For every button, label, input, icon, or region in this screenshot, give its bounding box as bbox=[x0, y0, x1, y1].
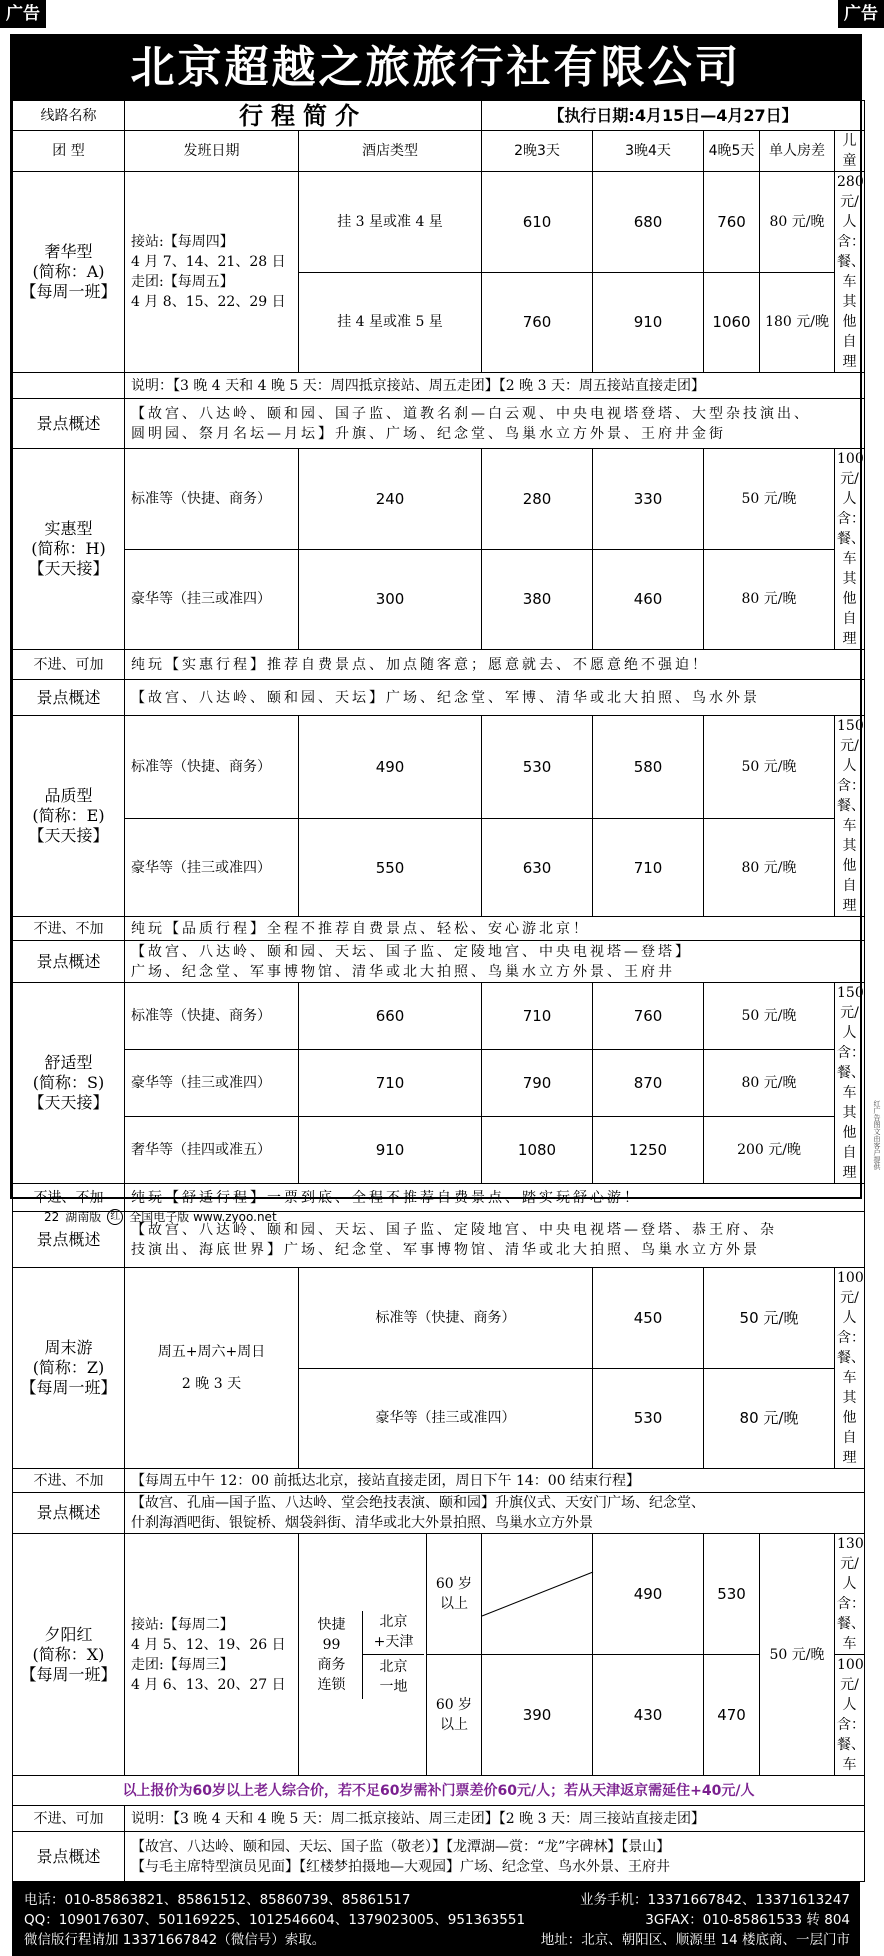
route-line: +天津 bbox=[373, 1634, 414, 1651]
date-line: 4 月 6、13、20、27 日 bbox=[131, 1676, 286, 1693]
group-frequency: 【每周一班】 bbox=[20, 1378, 117, 1397]
price-3n4d: 630 bbox=[482, 819, 593, 917]
senior-price-notice: 以上报价为60岁以上老人综合价，若不足60岁需补门票差价60元/人；若从天津返京需延住+40元/人 bbox=[13, 1776, 865, 1806]
route-name-label: 线路名称 bbox=[13, 101, 125, 131]
price-4n5d: 760 bbox=[704, 172, 760, 273]
hotel-line: 99 bbox=[322, 1636, 341, 1653]
site-link[interactable]: 全国电子版 www.zyoo.net bbox=[129, 1210, 277, 1224]
sunset-policy: 说明：【3 晚 4 天和 4 晚 5 天：周二抵京接站、周三走团】【2 晚 3 天：周三接站直接走团】 bbox=[125, 1806, 865, 1832]
hotel-type: 豪华等（挂三或准四） bbox=[125, 819, 299, 917]
sights-label: 景点概述 bbox=[13, 1493, 125, 1534]
col-single: 单人房差 bbox=[760, 131, 835, 172]
hotel-type bbox=[301, 1611, 363, 1699]
comfort-policy: 纯玩【舒适行程】一票到底、全程不推荐自费景点、踏实玩舒心游！ bbox=[125, 1184, 865, 1212]
price-2n3d: 490 bbox=[299, 716, 482, 819]
single-supplement: 200 元/晚 bbox=[704, 1117, 835, 1184]
single-supplement: 80 元/晚 bbox=[704, 819, 835, 917]
route-line: 一地 bbox=[379, 1678, 408, 1695]
price-4n5d: 530 bbox=[704, 1534, 760, 1655]
child-price-a bbox=[835, 1534, 865, 1655]
child-line: 含：餐、车 bbox=[837, 1596, 866, 1652]
child-line: 其他自理 bbox=[842, 1105, 857, 1181]
single-supplement: 80 元/晚 bbox=[704, 549, 835, 650]
col-3n4d: 3晚4天 bbox=[593, 131, 704, 172]
contact-row bbox=[24, 1930, 850, 1950]
hotel-line: 快捷 bbox=[317, 1616, 346, 1633]
price-4n5d: 1250 bbox=[593, 1117, 704, 1184]
side-note: 红广告图文由客户提供 bbox=[873, 1100, 881, 1170]
contact-info bbox=[12, 1882, 860, 1956]
child-price bbox=[835, 449, 865, 650]
price-3n4d: 680 bbox=[593, 172, 704, 273]
group-code: (简称：Z) bbox=[32, 1358, 105, 1377]
group-comfort bbox=[13, 983, 125, 1184]
value-sights: 【故宫、八达岭、颐和园、天坛】广场、纪念堂、军博、清华或北大拍照、鸟水外景 bbox=[125, 680, 865, 716]
sunset-sights bbox=[125, 1832, 865, 1882]
group-frequency: 【天天接】 bbox=[28, 1093, 109, 1112]
weekend-schedule bbox=[125, 1268, 299, 1469]
weekend-days: 周五+周六+周日 bbox=[157, 1344, 266, 1360]
weekend-price: 450 bbox=[593, 1268, 704, 1369]
age-a bbox=[427, 1534, 482, 1655]
mobile-numbers: 业务手机：13371667842、13371613247 bbox=[580, 1892, 850, 1908]
luxury-dates bbox=[125, 172, 299, 373]
hotel-line: 商务 bbox=[317, 1656, 346, 1673]
price-3n4d: 490 bbox=[593, 1534, 704, 1655]
price-4n5d: 760 bbox=[593, 983, 704, 1050]
col-2n3d: 2晚3天 bbox=[482, 131, 593, 172]
price-4n5d: 710 bbox=[593, 819, 704, 917]
route-line: 北京 bbox=[379, 1614, 408, 1631]
price-3n4d: 1080 bbox=[482, 1117, 593, 1184]
single-supplement: 50 元/晚 bbox=[704, 449, 835, 550]
sights-line: 广场、纪念堂、军事博物馆、清华或北大拍照、鸟巢水立方外景、王府井 bbox=[131, 963, 675, 980]
price-4n5d: 1060 bbox=[704, 272, 760, 373]
child-price-b bbox=[835, 1655, 865, 1776]
luxury-sights bbox=[125, 399, 865, 449]
empty-cell bbox=[13, 373, 125, 399]
hotel-type: 奢华等（挂四或准五） bbox=[125, 1117, 299, 1184]
hotel-type: 标准等（快捷、商务） bbox=[125, 716, 299, 819]
group-quality bbox=[13, 716, 125, 917]
price-3n4d: 530 bbox=[482, 716, 593, 819]
child-line: 100 元/人 bbox=[837, 451, 864, 507]
date-line: 接站:【每周四】 bbox=[131, 234, 234, 250]
sights-line: 【故宫、孔庙—国子监、八达岭、堂会绝技表演、颐和园】升旗仪式、天安门广场、纪念堂、 bbox=[131, 1495, 705, 1511]
wechat-info: 微信版行程请加 13371667842（微信号）索取。 bbox=[24, 1932, 326, 1948]
hotel-type: 豪华等（挂三或准四） bbox=[125, 549, 299, 650]
child-line: 含：餐、车 bbox=[837, 511, 866, 567]
summary-heading: 行程简介 bbox=[125, 101, 482, 131]
sights-label: 景点概述 bbox=[13, 941, 125, 983]
single-supplement: 80 元/晚 bbox=[760, 172, 835, 273]
sights-label: 景点概述 bbox=[13, 1832, 125, 1882]
child-line: 含：餐、车 bbox=[837, 1717, 866, 1773]
sights-line: 【故宫、八达岭、颐和园、天坛、国子监、定陵地宫、中央电视塔—登塔】 bbox=[131, 943, 692, 960]
date-line: 4 月 7、14、21、28 日 bbox=[131, 254, 286, 270]
weekend-policy: 【每周五中午 12：00 前抵达北京，接站直接走团，周日下午 14：00 结束行程】 bbox=[125, 1469, 865, 1493]
policy-label: 不进、可加 bbox=[13, 650, 125, 680]
child-price bbox=[835, 172, 865, 373]
price-3n4d: 910 bbox=[593, 272, 704, 373]
group-code: (简称：E) bbox=[32, 806, 105, 825]
single-supplement: 50 元/晚 bbox=[704, 716, 835, 819]
sights-line: 什刹海酒吧街、银锭桥、烟袋斜街、清华或北大外景拍照、鸟巢水立方外景 bbox=[131, 1515, 593, 1531]
child-line: 150 元/人 bbox=[837, 985, 864, 1041]
hotel-type: 豪华等（挂三或准四） bbox=[125, 1050, 299, 1117]
price-4n5d: 870 bbox=[593, 1050, 704, 1117]
policy-label: 不进、可加 bbox=[13, 1806, 125, 1832]
group-frequency: 【每周一班】 bbox=[20, 282, 117, 301]
price-3n4d: 790 bbox=[482, 1050, 593, 1117]
child-line: 含：餐、车 bbox=[837, 234, 866, 290]
company-title: 北京超越之旅旅行社有限公司 bbox=[12, 36, 860, 100]
route-options bbox=[363, 1611, 424, 1699]
single-supplement: 80 元/晚 bbox=[704, 1368, 835, 1469]
policy-label: 不进、不加 bbox=[13, 1469, 125, 1493]
route-a bbox=[363, 1611, 424, 1656]
single-supplement: 50 元/晚 bbox=[704, 983, 835, 1050]
hotel-type: 标准等（快捷、商务） bbox=[125, 983, 299, 1050]
price-4n5d: 580 bbox=[593, 716, 704, 819]
group-sunset bbox=[13, 1534, 125, 1776]
ad-label-right: 广告 bbox=[838, 0, 884, 28]
price-4n5d: 330 bbox=[593, 449, 704, 550]
child-line: 150 元/人 bbox=[837, 718, 864, 774]
child-line: 100 元/人 bbox=[837, 1270, 864, 1326]
price-2n3d: 240 bbox=[299, 449, 482, 550]
route-b bbox=[363, 1655, 424, 1699]
group-weekend bbox=[13, 1268, 125, 1469]
logo-icon: 红 bbox=[107, 1209, 123, 1225]
price-2n3d: 710 bbox=[299, 1050, 482, 1117]
col-child: 儿 童 bbox=[835, 131, 865, 172]
hotel-type: 标准等（快捷、商务） bbox=[299, 1268, 593, 1369]
sights-line: 技演出、海底世界】广场、纪念堂、军事博物馆、清华或北大拍照、鸟巢水立方外景 bbox=[131, 1241, 760, 1258]
single-supplement: 50 元/晚 bbox=[704, 1268, 835, 1369]
quality-policy: 纯玩【品质行程】全程不推荐自费景点、轻松、安心游北京！ bbox=[125, 917, 865, 941]
child-line: 含：餐、车 bbox=[837, 1330, 866, 1386]
page-footer bbox=[44, 1208, 277, 1226]
sights-line: 【故宫、八达岭、颐和园、天坛、国子监、定陵地宫、中央电视塔—登塔、恭王府、杂 bbox=[131, 1221, 777, 1238]
price-2n3d: 610 bbox=[482, 172, 593, 273]
child-price bbox=[835, 983, 865, 1184]
price-4n5d: 470 bbox=[704, 1655, 760, 1776]
col-dates: 发班日期 bbox=[125, 131, 299, 172]
quality-sights bbox=[125, 941, 865, 983]
child-price bbox=[835, 1268, 865, 1469]
group-luxury bbox=[13, 172, 125, 373]
date-line: 走团:【每周五】 bbox=[131, 274, 234, 290]
age-line: 60 岁 bbox=[435, 1576, 473, 1592]
child-line: 含：餐、车 bbox=[837, 778, 866, 834]
group-name: 奢华型 bbox=[44, 242, 93, 261]
single-supplement: 80 元/晚 bbox=[704, 1050, 835, 1117]
price-2n3d: 300 bbox=[299, 549, 482, 650]
price-2n3d: 660 bbox=[299, 983, 482, 1050]
group-name: 实惠型 bbox=[44, 519, 93, 538]
sights-line: 圆明园、祭月名坛—月坛】升旗、广场、纪念堂、鸟巢水立方外景、王府井金街 bbox=[131, 425, 726, 442]
group-name: 周末游 bbox=[44, 1338, 93, 1357]
group-code: (简称：A) bbox=[32, 262, 105, 281]
price-3n4d: 380 bbox=[482, 549, 593, 650]
edition: 湖南版 bbox=[65, 1210, 102, 1224]
col-hotel: 酒店类型 bbox=[299, 131, 482, 172]
group-frequency: 【天天接】 bbox=[28, 559, 109, 578]
price-2n3d: 760 bbox=[482, 272, 593, 373]
age-line: 60 岁 bbox=[435, 1697, 473, 1713]
date-line: 4 月 5、12、19、26 日 bbox=[131, 1636, 286, 1653]
sights-label: 景点概述 bbox=[13, 1212, 125, 1268]
diagonal-empty-cell bbox=[482, 1534, 593, 1655]
ad-label-left: 广告 bbox=[0, 0, 46, 28]
sights-line: 【故宫、八达岭、颐和园、国子监、道教名刹—白云观、中央电视塔登塔、大型杂技演出、 bbox=[131, 405, 811, 422]
date-line: 接站:【每周二】 bbox=[131, 1616, 234, 1633]
weekend-sights bbox=[125, 1493, 865, 1534]
hotel-type: 挂 3 星或准 4 星 bbox=[299, 172, 482, 273]
phone-numbers: 电话：010-85863821、85861512、85860739、85861517 bbox=[24, 1892, 411, 1908]
weekend-price: 530 bbox=[593, 1368, 704, 1469]
price-2n3d: 550 bbox=[299, 819, 482, 917]
luxury-note: 说明：【3 晚 4 天和 4 晚 5 天：周四抵京接站、周五走团】【2 晚 3 天：周五接站直接走团】 bbox=[125, 373, 865, 399]
group-name: 夕阳红 bbox=[44, 1624, 93, 1644]
child-line: 其他自理 bbox=[842, 294, 857, 370]
group-value bbox=[13, 449, 125, 650]
fax-number: 3GFAX：010-85861533 转 804 bbox=[645, 1912, 850, 1928]
weekend-duration: 2 晚 3 天 bbox=[181, 1376, 242, 1392]
price-3n4d: 280 bbox=[482, 449, 593, 550]
group-frequency: 【天天接】 bbox=[28, 826, 109, 845]
price-2n3d: 390 bbox=[482, 1655, 593, 1776]
hotel-type: 标准等（快捷、商务） bbox=[125, 449, 299, 550]
group-code: (简称：S) bbox=[32, 1073, 105, 1092]
price-4n5d: 460 bbox=[593, 549, 704, 650]
price-3n4d: 710 bbox=[482, 983, 593, 1050]
child-line: 含：餐、车 bbox=[837, 1045, 866, 1101]
child-line: 130 元/人 bbox=[837, 1536, 864, 1592]
itinerary-table bbox=[12, 100, 865, 1882]
child-line: 280 元/人 bbox=[837, 174, 864, 230]
qq-numbers: QQ：1090176307、501169225、1012546604、1379023005、951363551 bbox=[24, 1912, 526, 1928]
sights-label: 景点概述 bbox=[13, 399, 125, 449]
group-code: (简称：X) bbox=[32, 1644, 105, 1664]
exec-date: 【执行日期:4月15日—4月27日】 bbox=[482, 101, 865, 131]
hotel-type: 豪华等（挂三或准四） bbox=[299, 1368, 593, 1469]
date-line: 走团:【每周三】 bbox=[131, 1656, 234, 1673]
child-price bbox=[835, 716, 865, 917]
child-line: 其他自理 bbox=[842, 1390, 857, 1466]
single-supplement: 180 元/晚 bbox=[760, 272, 835, 373]
policy-label: 不进、不加 bbox=[13, 1184, 125, 1212]
single-supplement: 50 元/晚 bbox=[760, 1534, 835, 1776]
child-line: 100 元/人 bbox=[837, 1657, 864, 1713]
hotel-type: 挂 4 星或准 5 星 bbox=[299, 272, 482, 373]
hotel-line: 连锁 bbox=[317, 1676, 346, 1693]
child-line: 其他自理 bbox=[842, 838, 857, 914]
price-3n4d: 430 bbox=[593, 1655, 704, 1776]
diagonal-line bbox=[482, 1572, 593, 1616]
group-code: (简称：H) bbox=[31, 539, 106, 558]
sights-line: 【故宫、八达岭、颐和园、天坛、国子监（敬老）】【龙潭湖—赏：“龙”字碑林】【景山】 bbox=[131, 1838, 671, 1855]
value-policy: 纯玩【实惠行程】推荐自费景点、加点随客意；愿意就去、不愿意绝不强迫！ bbox=[125, 650, 865, 680]
age-line: 以上 bbox=[440, 1717, 468, 1733]
sights-line: 【与毛主席特型演员见面】【红楼梦拍摄地—大观园】广场、纪念堂、鸟水外景、王府井 bbox=[131, 1858, 670, 1875]
sights-label: 景点概述 bbox=[13, 680, 125, 716]
policy-label: 不进、不加 bbox=[13, 917, 125, 941]
child-line: 其他自理 bbox=[842, 571, 857, 647]
group-name: 舒适型 bbox=[44, 1053, 93, 1072]
age-line: 以上 bbox=[440, 1596, 468, 1612]
contact-row bbox=[24, 1910, 850, 1930]
age-b bbox=[427, 1655, 482, 1776]
route-line: 北京 bbox=[379, 1658, 408, 1675]
date-line: 4 月 8、15、22、29 日 bbox=[131, 294, 286, 310]
group-frequency: 【每周一班】 bbox=[20, 1664, 117, 1684]
col-4n5d: 4晚5天 bbox=[704, 131, 760, 172]
page-number: 22 bbox=[44, 1210, 60, 1224]
contact-row bbox=[24, 1890, 850, 1910]
sunset-hotel bbox=[299, 1534, 427, 1776]
price-2n3d: 910 bbox=[299, 1117, 482, 1184]
address: 地址：北京、朝阳区、顺源里 14 楼底商、一层门市 bbox=[540, 1932, 850, 1948]
col-group-type: 团 型 bbox=[13, 131, 125, 172]
group-name: 品质型 bbox=[44, 786, 93, 805]
sunset-dates bbox=[125, 1534, 299, 1776]
